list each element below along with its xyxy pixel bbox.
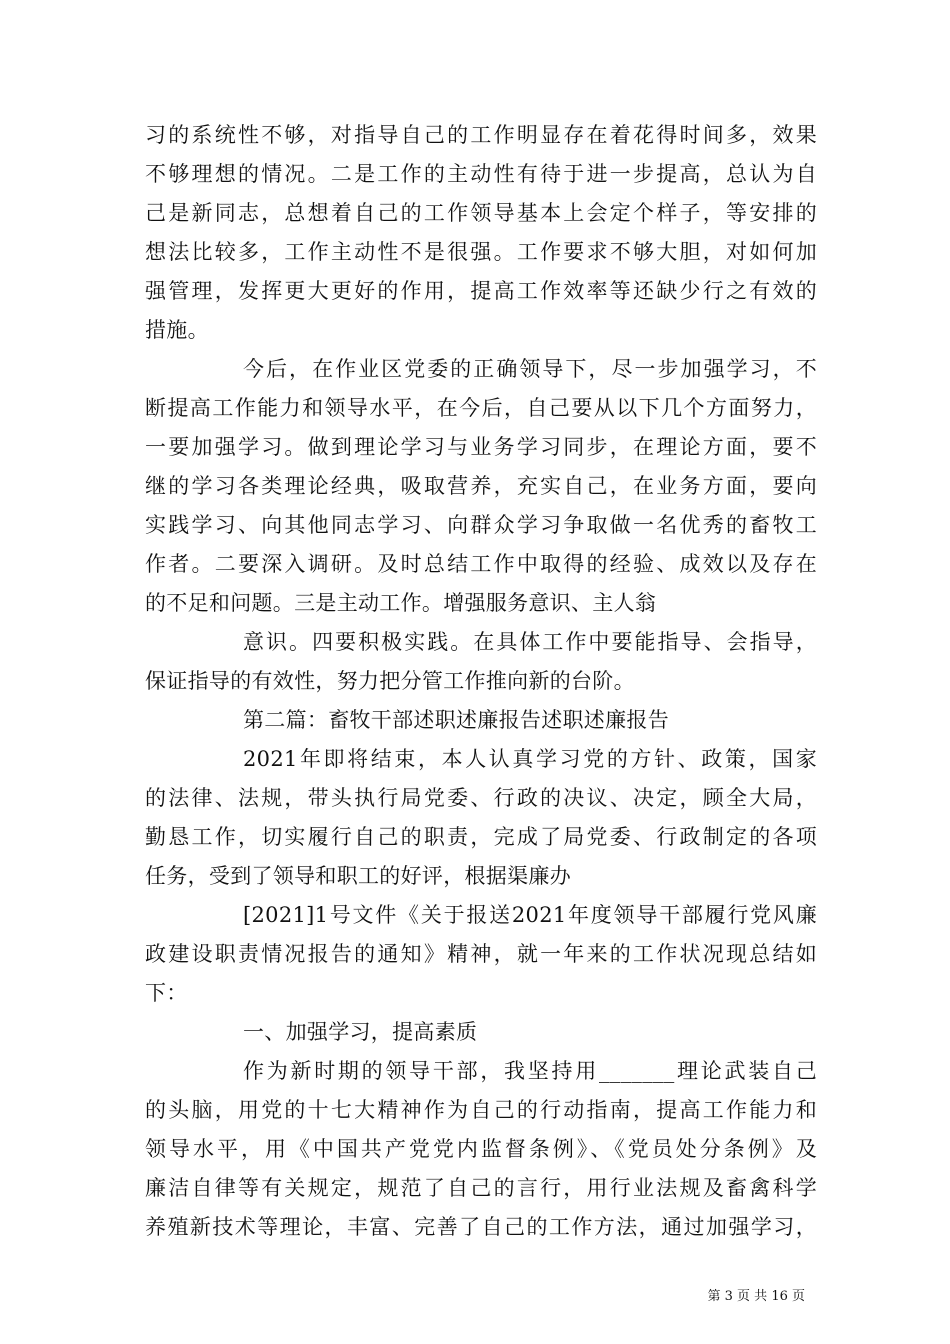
text-line: 任务，受到了领导和职工的好评，根据渠廉办 — [145, 864, 571, 888]
text-line: 廉洁自律等有关规定，规范了自己的言行，用行业法规及畜禽科学 — [145, 1176, 817, 1200]
text-line: 作为新时期的领导干部，我坚持用_______理论武装自己 — [243, 1059, 817, 1083]
subsection-heading: 一、加强学习，提高素质 — [243, 1020, 478, 1044]
text-line: 的头脑，用党的十七大精神作为自己的行动指南，提高工作能力和 — [145, 1098, 817, 1122]
text-line: [2021]1号文件《关于报送2021年度领导干部履行党风廉 — [243, 903, 817, 927]
text-line: 养殖新技术等理论，丰富、完善了自己的工作方法，通过加强学习， — [145, 1215, 817, 1239]
text-line: 政建设职责情况报告的通知》精神，就一年来的工作状况现总结如 — [145, 942, 817, 966]
text-line: 继的学习各类理论经典，吸取营养，充实自己，在业务方面，要向 — [145, 474, 817, 498]
text-line: 作者。二要深入调研。及时总结工作中取得的经验、成效以及存在 — [145, 552, 817, 576]
text-line: 下： — [145, 981, 188, 1005]
text-line: 的法律、法规，带头执行局党委、行政的决议、决定，顾全大局， — [145, 786, 817, 810]
text-line: 的不足和问题。三是主动工作。增强服务意识、主人翁 — [145, 591, 657, 615]
text-line: 实践学习、向其他同志学习、向群众学习争取做一名优秀的畜牧工 — [145, 513, 817, 537]
text-line: 习的系统性不够，对指导自己的工作明显存在着花得时间多，效果 — [145, 123, 817, 147]
text-line: 今后，在作业区党委的正确领导下，尽一步加强学习，不 — [243, 357, 817, 381]
section-heading: 第二篇：畜牧干部述职述廉报告述职述廉报告 — [243, 708, 669, 732]
text-line: 不够理想的情况。二是工作的主动性有待于进一步提高，总认为自 — [145, 162, 817, 186]
text-line: 2021年即将结束，本人认真学习党的方针、政策，国家 — [243, 747, 817, 771]
text-line: 领导水平，用《中国共产党党内监督条例》、《党员处分条例》及 — [145, 1137, 817, 1161]
text-line: 一要加强学习。做到理论学习与业务学习同步，在理论方面，要不 — [145, 435, 817, 459]
text-line: 想法比较多，工作主动性不是很强。工作要求不够大胆，对如何加 — [145, 240, 817, 264]
text-line: 强管理，发挥更大更好的作用，提高工作效率等还缺少行之有效的 — [145, 279, 817, 303]
text-line: 意识。四要积极实践。在具体工作中要能指导、会指导， — [243, 630, 817, 654]
text-line: 保证指导的有效性，努力把分管工作推向新的台阶。 — [145, 669, 635, 693]
text-line: 己是新同志，总想着自己的工作领导基本上会定个样子，等安排的 — [145, 201, 817, 225]
text-line: 勤恳工作，切实履行自己的职责，完成了局党委、行政制定的各项 — [145, 825, 817, 849]
text-line: 措施。 — [145, 318, 209, 342]
text-line: 断提高工作能力和领导水平，在今后，自己要从以下几个方面努力， — [145, 396, 817, 420]
page-number: 第 3 页 共 16 页 — [707, 1289, 805, 1304]
